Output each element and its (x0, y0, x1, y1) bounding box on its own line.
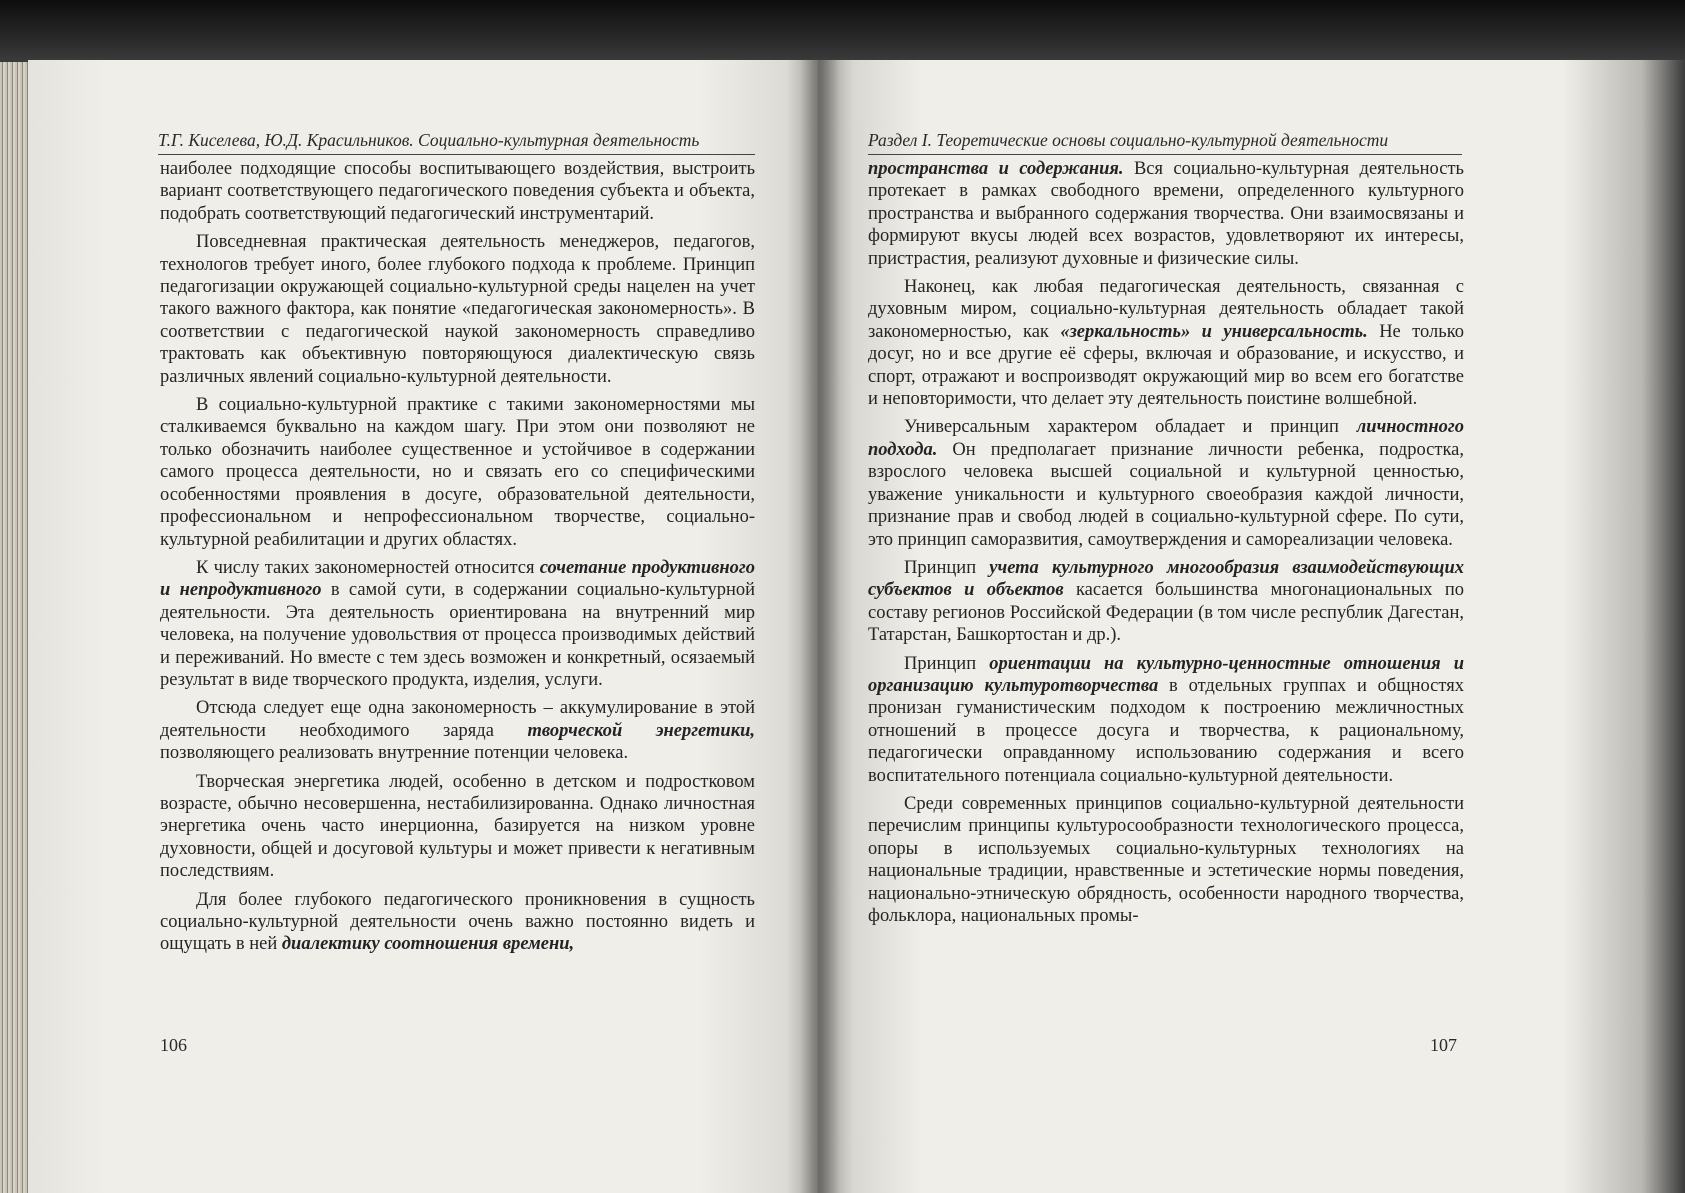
left-paragraph-3: В социально-культурной практике с такими закономерностями мы сталкиваемся буквально на каждом шагу. При этом они позволяют не только обозначить наиболее существенное и устойчивое в содержании самого процесса деятельности, но и связать его со специфическими особенностями проявления в досуге, образовательной деятельности, профессиональном и непрофессиональном творчестве, социально-культурной реабилитации и других областях. (160, 395, 755, 550)
left-paragraph-7 (160, 889, 755, 956)
left-header-rule (158, 154, 755, 155)
text-run: Принцип (904, 557, 990, 578)
emphasis-text: «зеркальность» и универсальность. (1060, 321, 1368, 342)
left-body-text (160, 158, 755, 962)
left-page (28, 60, 818, 1193)
text-run: Наконец, как любая педагогическая деятельность, связанная с духовным миром, социально-культурная деятельность обладает такой закономерностью, как (868, 277, 1464, 342)
emphasis-text: ориентации на культурно-ценностные отношения и организацию культуротворчества (868, 653, 1464, 696)
left-paragraph-1: наиболее подходящие способы воспитывающего воздействия, выстроить вариант соответствующего педагогического поведения субъекта и объекта, подобрать соответствующий педагогический инструментарий. (160, 159, 755, 224)
emphasis-text: пространства и содержания. (868, 159, 1124, 179)
emphasis-text: диалектику соотношения времени, (281, 934, 575, 955)
right-body-text (868, 158, 1464, 933)
left-paragraph-4 (160, 557, 755, 691)
book-gutter (800, 60, 840, 1193)
right-paragraph-3 (868, 416, 1464, 550)
left-page-number: 106 (160, 1035, 187, 1055)
text-run: Он предполагает признание личности ребенка, подростка, взрослого человека высшей социальной и культурной ценностью, уважение уникальности и культурного своеобразия каждой личности, признание прав и свобод людей в социально-культурной сфере. По сути, это принцип саморазвития, самоутверждения и самореализации человека. (868, 439, 1464, 550)
text-run: в самой сути, в содержании социально-культурной деятельности. Эта деятельность ориентирована на внутренний мир человека, на получение удовольствия от процесса производимых действий и переживаний. Но вместе с тем здесь возможен и конкретный, осязаемый результат в виде творческого продукта, изделия, услуги. (160, 580, 755, 690)
right-header-rule (868, 154, 1462, 155)
right-paragraph-6: Среди современных принципов социально-культурной деятельности перечислим принципы культуросообразности технологического процесса, опоры в используемых социально-культурных технологиях на национальные традиции, нравственные и эстетические нормы поведения, национально-этническую обрядность, особенности народного творчества, фольклора, национальных промы- (868, 793, 1464, 926)
text-run: Принцип (904, 653, 990, 674)
emphasis-text: учета культурного многообразия взаимодействующих субъектов и объектов (868, 557, 1464, 601)
left-paragraph-5 (160, 697, 755, 764)
text-run: позволяющего реализовать внутренние потенции человека. (160, 743, 629, 764)
text-run: Универсальным характером обладает и принцип (904, 417, 1357, 438)
left-running-head: Т.Г. Киселева, Ю.Д. Красильников. Социально-культурная деятельность (158, 130, 700, 150)
right-page-number: 107 (1430, 1035, 1457, 1055)
right-paragraph-1 (868, 158, 1464, 270)
emphasis-text: сочетание продуктивного и непродуктивного (160, 557, 756, 601)
text-run: в отдельных группах и общностях пронизан гуманистическим подходом к построению межличностных отношений в процессе досуга и творчества, к рациональному, педагогически оправданному использованию содержания и всего воспитательного потенциала социально-культурной деятельности. (868, 675, 1464, 786)
text-run: К числу таких закономерностей относится (196, 557, 540, 578)
left-paragraph-6: Творческая энергетика людей, особенно в детском и подростковом возрасте, обычно несовершенна, нестабилизированна. Однако личностная энергетика очень часто инерционна, базируется на низком уровне духовности, общей и досуговой культуры и может привести к негативным последствиям. (160, 771, 755, 882)
page-edges (0, 62, 28, 1193)
text-run: Отсюда следует еще одна закономерность – аккумулирование в этой деятельности необходимого заряда (160, 698, 755, 741)
right-paragraph-5 (868, 653, 1464, 787)
emphasis-text: личностного подхода. (868, 417, 1464, 460)
text-run: Не только досуг, но и все другие её сферы, включая и образование, и искусство, и спорт, отражают и воспроизводят окружающий мир во всем его богатстве и неповторимости, что делает эту деятельность поистине волшебной. (868, 321, 1465, 410)
right-running-head: Раздел I. Теоретические основы социально-культурной деятельности (868, 130, 1389, 150)
right-page (818, 60, 1685, 1193)
text-run: Вся социально-культурная деятельность протекает в рамках свободного времени, определенного культурного пространства и выбранного содержания творчества. Они взаимосвязаны и формируют вкусы людей всех возрастов, удовлетворяют их интересы, пристрастия, реализуют духовные и физические силы. (868, 159, 1464, 269)
left-paragraph-2: Повседневная практическая деятельность менеджеров, педагогов, технологов требует иного, более глубокого подхода к проблеме. Принцип педагогизации окружающей социально-культурной среды нацелен на учет такого важного фактора, как понятие «педагогическая закономерность». В соответствии с педагогической наукой закономерность справедливо трактовать как объективную повторяющуюся диалектическую связь различных явлений социально-культурной деятельности. (160, 232, 755, 387)
text-run: Для более глубокого педагогического проникновения в сущность социально-культурной деятельности очень важно постоянно видеть и ощущать в ней (160, 889, 755, 955)
right-paragraph-4 (868, 557, 1464, 647)
right-paragraph-2 (868, 276, 1464, 410)
emphasis-text: творческой энергетики, (527, 720, 755, 741)
text-run: касается большинства многонациональных по составу регионов Российской Федерации (в том числе республик Дагестан, Татарстан, Башкортостан и др.). (868, 580, 1465, 646)
